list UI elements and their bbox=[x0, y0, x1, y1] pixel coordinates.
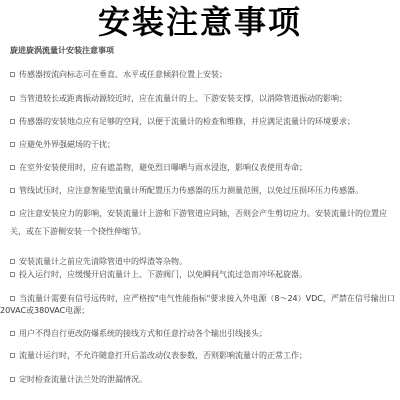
note-text: 当管道较长或距离振动源较近时，应在流量计的上、下游安装支撑，以消除管道振动的影响； bbox=[19, 94, 347, 103]
list-item bbox=[10, 69, 400, 81]
list-item bbox=[10, 226, 400, 238]
banner-title: 安装注意事项 bbox=[97, 3, 302, 41]
list-item bbox=[10, 374, 400, 386]
checkbox-bullet-icon bbox=[10, 331, 15, 336]
note-text: 投入运行时，应缓慢开启流量计上、下游阀门，以免瞬间气流过急而冲坏起旋器。 bbox=[19, 270, 307, 279]
note-text: 传感器按流向标志可在垂直、水平或任意倾斜位置上安装； bbox=[19, 70, 227, 79]
checkbox-bullet-icon bbox=[10, 296, 15, 301]
list-item bbox=[10, 256, 400, 268]
list-item bbox=[10, 293, 400, 305]
checkbox-bullet-icon bbox=[10, 188, 15, 193]
checkbox-bullet-icon bbox=[10, 119, 15, 124]
note-text: 管线试压时，应注意智能型流量计所配置压力传感器的压力测量范围，以免过压损坏压力传感器。 bbox=[19, 186, 363, 195]
checkbox-bullet-icon bbox=[10, 72, 15, 77]
list-item bbox=[10, 328, 400, 340]
list-item bbox=[10, 269, 400, 281]
list-item bbox=[10, 185, 400, 197]
checkbox-bullet-icon bbox=[10, 142, 15, 147]
checkbox-bullet-icon bbox=[10, 353, 15, 358]
checkbox-bullet-icon bbox=[10, 259, 15, 264]
checkbox-bullet-icon bbox=[10, 165, 15, 170]
note-text: 应注意安装应力的影响，安装流量计上游和下游管道应同轴，否则会产生剪切应力。安装流量计的位置应 bbox=[19, 209, 387, 218]
note-text: 在室外安装使用时，应有遮盖物，避免烈日曝晒与雨水浸泡，影响仪表使用寿命； bbox=[19, 163, 307, 172]
note-text: 应避免外界强磁场的干扰； bbox=[19, 140, 115, 149]
checkbox-bullet-icon bbox=[10, 211, 15, 216]
note-text-continued: 20VAC或380VAC电源； bbox=[0, 306, 90, 315]
list-item bbox=[10, 93, 400, 105]
note-text: 定时检查流量计法兰处的泄漏情况。 bbox=[19, 375, 147, 384]
checkbox-bullet-icon bbox=[10, 377, 15, 382]
note-text: 安装流量计之前应先清除管道中的焊渣等杂物。 bbox=[19, 257, 187, 266]
checkbox-bullet-icon bbox=[10, 272, 15, 277]
note-text: 流量计运行时，不允许随意打开后盖改动仪表参数，否则影响流量计的正常工作； bbox=[19, 351, 307, 360]
note-text: 当流量计需要有信号远传时，应严格按"电气性能指标"要求接入外电源（8～24）VDC，严禁在信号输出口 bbox=[19, 294, 395, 303]
list-item bbox=[10, 116, 400, 128]
list-item bbox=[0, 305, 392, 317]
note-text: 传感器的安装地点应有足够的空间，以便于流量计的检查和维修，并应满足流量计的环境要求； bbox=[19, 117, 355, 126]
checkbox-bullet-icon bbox=[10, 96, 15, 101]
list-item bbox=[10, 162, 400, 174]
note-text: 用户不得自行更改防爆系统的接线方式和任意拧动各个输出引线接头； bbox=[19, 329, 267, 338]
list-item bbox=[10, 208, 400, 220]
list-item bbox=[10, 139, 400, 151]
list-item bbox=[10, 350, 400, 362]
document-heading: 旋进旋涡流量计安装注意事项 bbox=[10, 46, 114, 55]
note-text-continued: 关，或在下游侧安装一个挠性伸缩节。 bbox=[10, 227, 146, 236]
